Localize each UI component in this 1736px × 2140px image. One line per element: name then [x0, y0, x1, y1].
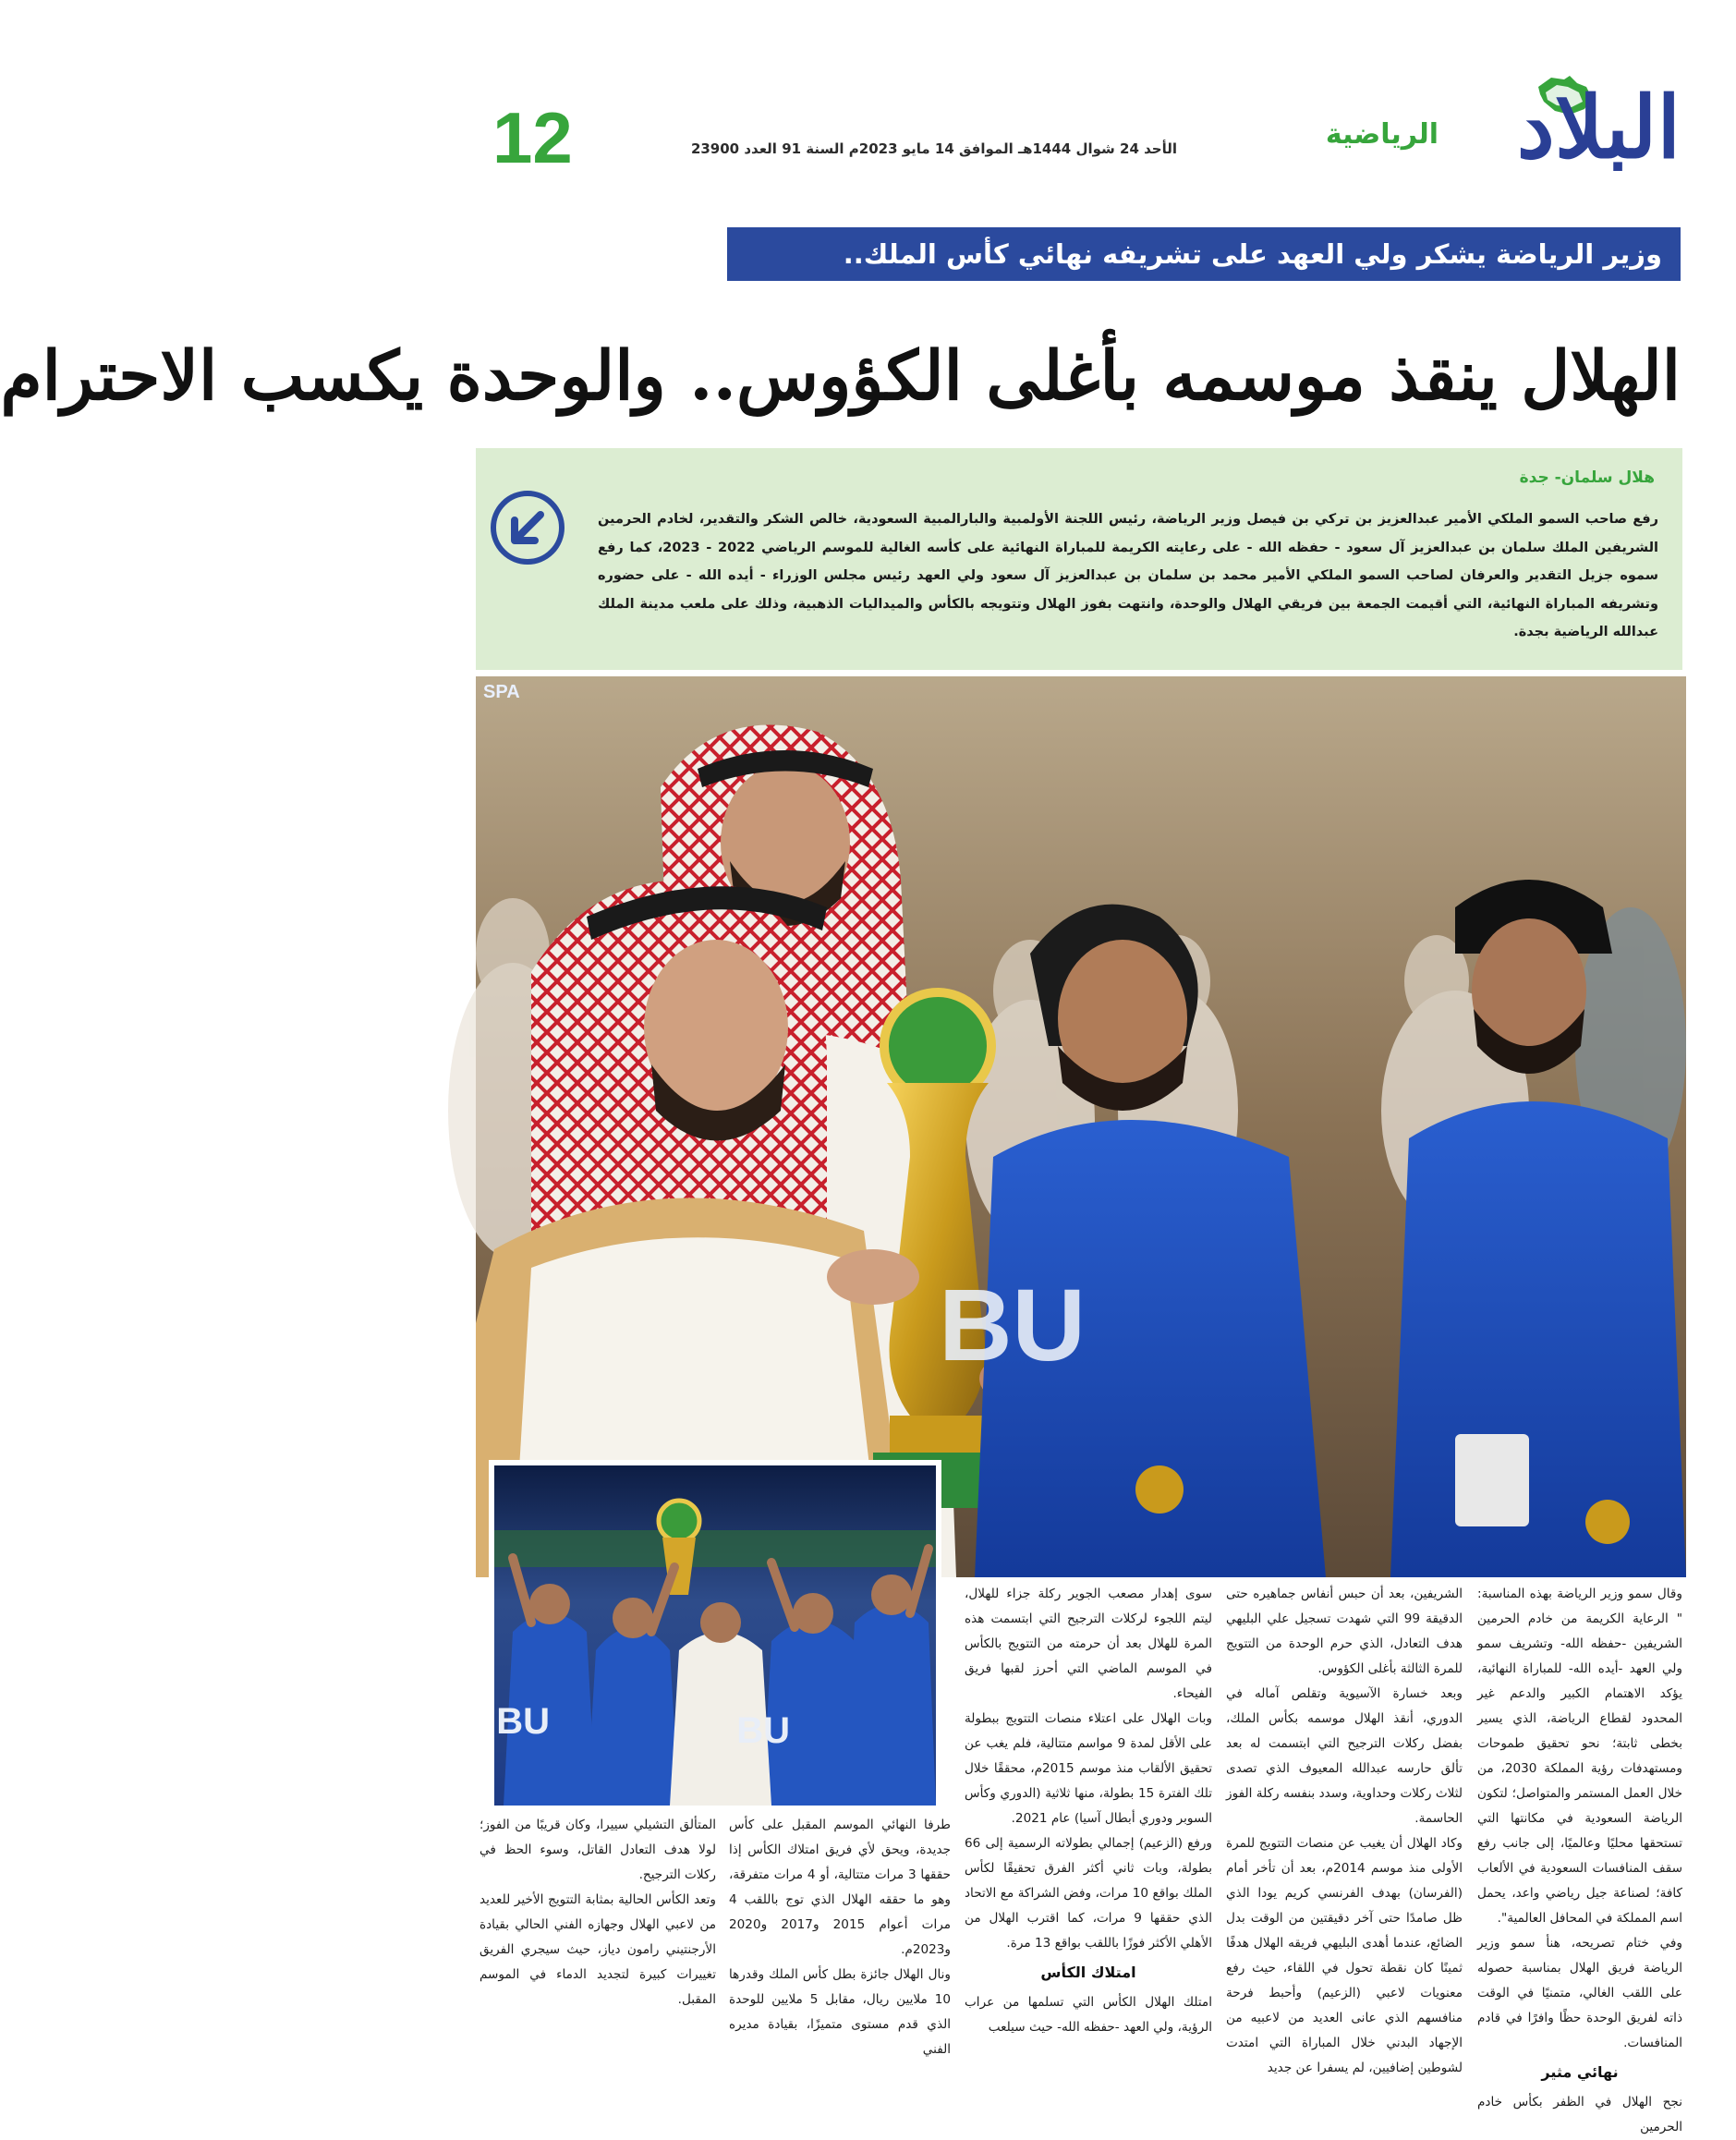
article-column-2	[1226, 1582, 1463, 2081]
page-number: 12	[492, 97, 573, 178]
inset-photo	[489, 1460, 941, 1811]
paragraph: ورفع (الزعيم) إجمالي بطولاته الرسمية إلى 66 بطولة، وبات ثاني أكثر الفرق تحقيقًا لكأس الملك بواقع 10 مرات، وفض الشراكة مع الاتحاد الذي حققها 9 مرات، كما اقترب الهلال من الأهلي الأكثر فوزًا باللقب بواقع 13 مرة.	[965, 1836, 1212, 1951]
subheading: امتلاك الكأس	[1040, 1964, 1136, 1981]
subheading: نهائي مثير	[1541, 2063, 1619, 2081]
section-name: الرياضية	[1325, 118, 1439, 151]
paragraph: الشريفين، بعد أن حبس أنفاس جماهيره حتى الدقيقة 99 التي شهدت تسجيل علي البليهي هدف التعادل، الذي حرم الوحدة من التتويج للمرة الثالثة بأغلى الكؤوس.	[1226, 1587, 1463, 1676]
paragraph: ونال الهلال جائزة بطل كأس الملك وقدرها 10 ملايين ريال، مقابل 5 ملايين للوحدة الذي قدم مستوى متميزًا، بقيادة مديره الفني	[729, 1967, 952, 2057]
paragraph: المتألق التشيلي سييرا، وكان قريبًا من الفوز؛ لولا هدف التعادل القاتل، وسوء الحظ في ركلات الترجيح.	[480, 1818, 716, 1882]
paragraph: وبات الهلال على اعتلاء منصات التتويج ببطولة على الأقل لمدة 9 مواسم متتالية، فلم يغب عن تحقيق الألقاب منذ موسم 2015م، محققًا خلال تلك الفترة 15 بطولة، منها ثلاثية (الدوري وكأس السوبر ودوري أبطال آسيا) عام 2021.	[965, 1711, 1213, 1826]
article-column-3	[965, 1582, 1212, 2040]
svg-text:BU: BU	[939, 1269, 1086, 1382]
byline: هلال سلمان- جدة	[1519, 468, 1655, 487]
newspaper-logo	[1440, 74, 1681, 176]
paragraph: امتلك الهلال الكأس التي تسلمها من عراب الرؤية، ولي العهد -حفظه الله- حيث سيلعب	[965, 1995, 1212, 2035]
paragraph: سوى إهدار مصعب الجوير ركلة جزاء للهلال، ليتم اللجوء لركلات الترجيح التي ابتسمت هذه المرة للهلال بعد أن حرمته من التتويج بالكأس في الموسم الماضي التي أحرز لقبها فريق الفيحاء.	[965, 1587, 1212, 1701]
article-column-1	[1477, 1582, 1682, 2140]
main-photo-illustration	[476, 676, 1686, 1577]
dateline: الأحد 24 شوال 1444هـ الموافق 14 مايو 2023م السنة 91 العدد 23900	[690, 140, 1177, 157]
inset-photo-illustration	[494, 1465, 936, 1806]
paragraph: وكاد الهلال أن يغيب عن منصات التتويج للمرة الأولى منذ موسم 2014م، بعد أن تأخر أمام (الفرسان) بهدف الفرنسي كريم يودا الذي ظل صامدًا حتى آخر دقيقتين من الوقت بدل الضائع، عندما أهدى البليهي فريقه الهلال هدفًا ثمينًا كان نقطة تحول في اللقاء، حيث رفع معنويات لاعبي (الزعيم) وأحبط فرحة منافسهم الذي عانى العديد من لاعبيه من الإجهاد البدني خلال المباراة التي امتدت لشوطين إضافيين، لم يسفرا عن جديد	[1226, 1836, 1463, 2075]
paragraph: وبعد خسارة الآسيوية وتقلص آماله في الدوري، أنقذ الهلال موسمه بكأس الملك، بفضل ركلات الترجيح التي ابتسمت له بعد تألق حارسه عبدالله المعيوف الذي تصدى لثلاث ركلات وحداوية، وسدد بنفسه ركلة الفوز الحاسمة.	[1226, 1686, 1463, 1826]
kicker-text: وزير الرياضة يشكر ولي العهد على تشريفه نهائي كأس الملك..	[843, 238, 1662, 270]
paragraph: نجح الهلال في الظفر بكأس خادم الحرمين	[1477, 2095, 1682, 2134]
main-photo	[476, 676, 1686, 1577]
arrow-down-left-icon	[489, 489, 566, 566]
paragraph: وفي ختام تصريحه، هنأ سمو وزير الرياضة فريق الهلال بمناسبة حصوله على اللقب الغالي، متمنيًا في الوقت ذاته لفريق الوحدة حظًا وافرًا في قادم المنافسات.	[1477, 1936, 1682, 2050]
paragraph: طرفا النهائي الموسم المقبل على كأس جديدة، ويحق لأي فريق امتلاك الكأس إذا حققها 3 مرات متتالية، أو 4 مرات متفرقة، وهو ما حققه الهلال الذي توج باللقب 4 مرات أعوام 2015 و2017 و2020 و2023م.	[729, 1818, 952, 1957]
masthead	[480, 74, 1681, 185]
article-column-4	[729, 1813, 951, 2062]
intro-body: رفع صاحب السمو الملكي الأمير عبدالعزيز بن تركي بن فيصل وزير الرياضة، رئيس اللجنة الأولمبية والبارالمبية السعودية، خالص الشكر والتقدير، لخادم الحرمين الشريفين الملك سلمان بن عبدالعزيز آل سعود - حفظه الله - على رعايته الكريمة للمباراة النهائية على كأسه الغالية للموسم الرياضي 2022 - 2023، كما رفع سموه جزيل التقدير والعرفان لصاحب السمو الملكي الأمير محمد بن سلمان بن عبدالعزيز آل سعود ولي العهد رئيس مجلس الوزراء - أيده الله - على حضوره وتشريفه المباراة النهائية، التي أقيمت الجمعة بين فريقي الهلال والوحدة، وانتهت بفوز الهلال وتتويجه بالكأس والميداليات الذهبية، وذلك على ملعب مدينة الملك عبدالله الرياضية بجدة.	[598, 512, 1658, 639]
paragraph: وتعد الكأس الحالية بمثابة التتويج الأخير للعديد من لاعبي الهلال وجهازه الفني الحالي بقيادة الأرجنتيني رامون دياز، حيث سيجري الفريق تغييرات كبيرة لتجديد الدماء في الموسم المقبل.	[480, 1892, 716, 2007]
article-column-5	[480, 1813, 716, 2012]
kicker-bar	[727, 227, 1681, 281]
logo-text: البلاد	[1516, 78, 1681, 177]
spa-watermark: SPA	[483, 682, 520, 702]
svg-text:BU: BU	[496, 1701, 550, 1742]
paragraph: وقال سمو وزير الرياضة بهذه المناسبة: " الرعاية الكريمة من خادم الحرمين الشريفين -حفظه الله- وتشريف سمو ولي العهد -أيده الله- للمباراة النهائية، يؤكد الاهتمام الكبير والدعم غير المحدود لقطاع الرياضة، الذي يسير بخطى ثابتة؛ نحو تحقيق طموحات ومستهدفات رؤية المملكة 2030، من خلال العمل المستمر والمتواصل؛ لتكون الرياضة السعودية في مكانتها التي تستحقها محليًا وعالميًا، إلى جانب رفع سقف المنافسات السعودية في الألعاب كافة؛ لصناعة جيل رياضي واعد، يحمل اسم المملكة في المحافل العالمية".	[1477, 1587, 1683, 1926]
intro-box	[476, 448, 1682, 670]
svg-text:BU: BU	[736, 1710, 790, 1751]
headline: الهلال ينقذ موسمه بأغلى الكؤوس.. والوحدة يكسب الاحترام	[0, 336, 1681, 416]
